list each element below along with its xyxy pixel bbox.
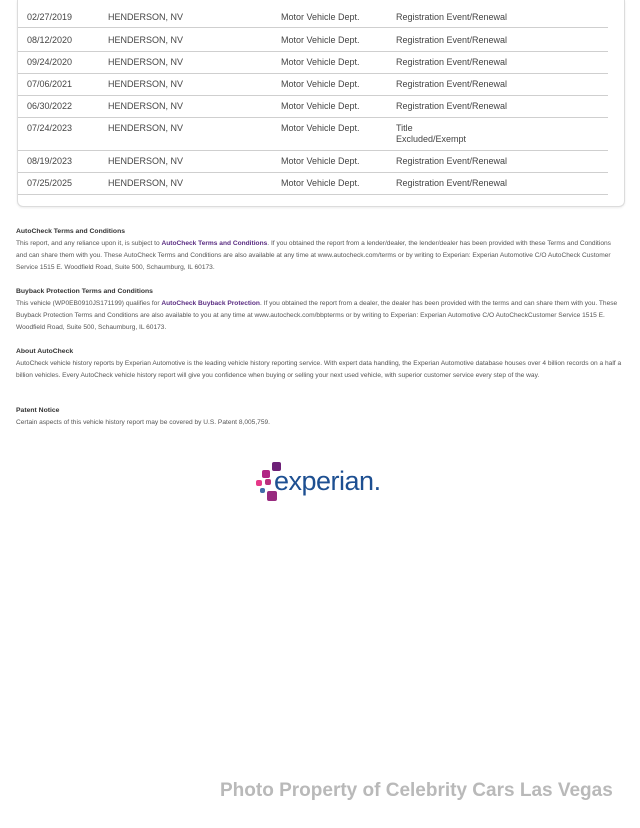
row-location: HENDERSON, NV bbox=[108, 156, 184, 166]
row-source: Motor Vehicle Dept. bbox=[281, 178, 360, 188]
patent-text: Certain aspects of this vehicle history report may be covered by U.S. Patent 8,005,759. bbox=[16, 419, 270, 426]
row-event-line: Title bbox=[396, 123, 413, 133]
row-event bbox=[396, 156, 507, 167]
row-location: HENDERSON, NV bbox=[108, 123, 184, 133]
row-location: HENDERSON, NV bbox=[108, 79, 184, 89]
row-event-line: Registration Event/Renewal bbox=[396, 79, 508, 89]
row-location: HENDERSON, NV bbox=[108, 101, 184, 111]
about-text: AutoCheck vehicle history reports by Experian Automotive is the leading vehicle history reporting service. With expert data handling, the Experian Automotive database houses over 4 billion records on a half a billion vehicles. Every AutoCheck vehicle history report will give you confidence when buying or selling your next used vehicle, with superior customer service every step of the way. bbox=[16, 360, 622, 379]
logo-dot-3 bbox=[256, 480, 262, 486]
row-source: Motor Vehicle Dept. bbox=[281, 101, 360, 111]
row-event-line: Registration Event/Renewal bbox=[396, 178, 508, 188]
experian-wordmark: experian. bbox=[274, 466, 381, 496]
row-event bbox=[396, 57, 507, 68]
table-row bbox=[18, 51, 608, 74]
logo-dot-2 bbox=[262, 470, 270, 478]
table-row bbox=[18, 117, 608, 151]
row-event bbox=[396, 178, 507, 189]
row-event bbox=[396, 123, 466, 145]
row-date: 07/24/2023 bbox=[27, 123, 73, 133]
about-section bbox=[16, 346, 622, 382]
row-event-line: Registration Event/Renewal bbox=[396, 35, 508, 45]
row-location: HENDERSON, NV bbox=[108, 12, 184, 22]
patent-heading: Patent Notice bbox=[16, 407, 60, 414]
row-location: HENDERSON, NV bbox=[108, 57, 184, 67]
row-source: Motor Vehicle Dept. bbox=[281, 79, 360, 89]
terms-link[interactable]: AutoCheck Terms and Conditions bbox=[161, 240, 268, 247]
terms-section bbox=[16, 226, 622, 274]
row-source: Motor Vehicle Dept. bbox=[281, 123, 360, 133]
row-location: HENDERSON, NV bbox=[108, 35, 184, 45]
row-date: 06/30/2022 bbox=[27, 101, 73, 111]
table-row bbox=[18, 29, 608, 52]
row-event bbox=[396, 79, 507, 90]
row-source: Motor Vehicle Dept. bbox=[281, 156, 360, 166]
row-source: Motor Vehicle Dept. bbox=[281, 57, 360, 67]
row-event-line: Registration Event/Renewal bbox=[396, 57, 508, 67]
row-location: HENDERSON, NV bbox=[108, 178, 184, 188]
table-row bbox=[18, 0, 608, 28]
row-event bbox=[396, 12, 507, 23]
about-heading: About AutoCheck bbox=[16, 348, 74, 355]
row-source: Motor Vehicle Dept. bbox=[281, 12, 360, 22]
row-date: 08/12/2020 bbox=[27, 35, 73, 45]
row-event-line: Registration Event/Renewal bbox=[396, 156, 508, 166]
row-date: 07/06/2021 bbox=[27, 79, 73, 89]
vehicle-history-table bbox=[17, 0, 625, 207]
row-date: 08/19/2023 bbox=[27, 156, 73, 166]
row-event bbox=[396, 35, 507, 46]
row-source: Motor Vehicle Dept. bbox=[281, 35, 360, 45]
table-row bbox=[18, 172, 608, 195]
logo-dot-5 bbox=[260, 488, 265, 493]
row-event-line: Registration Event/Renewal bbox=[396, 101, 508, 111]
buyback-link[interactable]: AutoCheck Buyback Protection bbox=[161, 300, 260, 307]
row-event-line: Registration Event/Renewal bbox=[396, 12, 508, 22]
terms-text: This report, and any reliance upon it, is subject to AutoCheck Terms and Conditions. If you obtained the report from a lender/dealer, the lender/dealer has been provided with these Terms and Conditions and can share them with you. These AutoCheck Terms and Conditions are also available at any time at www.autocheck.com/terms or by writing to Experian: Experian Automotive C/O AutoCheck Customer Service 1515 E. Woodfield Road, Suite 500, Schaumburg, IL 60173. bbox=[16, 240, 611, 271]
logo-dot-4 bbox=[265, 479, 271, 485]
row-date: 02/27/2019 bbox=[27, 12, 73, 22]
row-event-line: Excluded/Exempt bbox=[396, 134, 467, 144]
table-row bbox=[18, 95, 608, 118]
buyback-text: This vehicle (WP0EB0910JS171199) qualifies for AutoCheck Buyback Protection. If you obtained the report from a dealer, the dealer has been provided with the terms and can share them with you. These Buyback Protection Terms and Conditions are also available to you at any time at www.autocheck.com/bbpterms or by writing to Experian: Experian Automotive C/O AutoCheckCustomer Service 1515 E. Woodfield Road, Suite 500, Schaumburg, IL 60173. bbox=[16, 300, 618, 331]
row-event bbox=[396, 101, 507, 112]
table-row bbox=[18, 73, 608, 96]
table-row bbox=[18, 150, 608, 173]
terms-heading: AutoCheck Terms and Conditions bbox=[16, 228, 126, 235]
buyback-section bbox=[16, 286, 622, 334]
row-date: 09/24/2020 bbox=[27, 57, 73, 67]
patent-section bbox=[16, 405, 622, 429]
watermark-text: Photo Property of Celebrity Cars Las Vegas bbox=[220, 780, 613, 801]
row-date: 07/25/2025 bbox=[27, 178, 73, 188]
buyback-heading: Buyback Protection Terms and Conditions bbox=[16, 288, 153, 295]
experian-logo bbox=[256, 462, 396, 506]
